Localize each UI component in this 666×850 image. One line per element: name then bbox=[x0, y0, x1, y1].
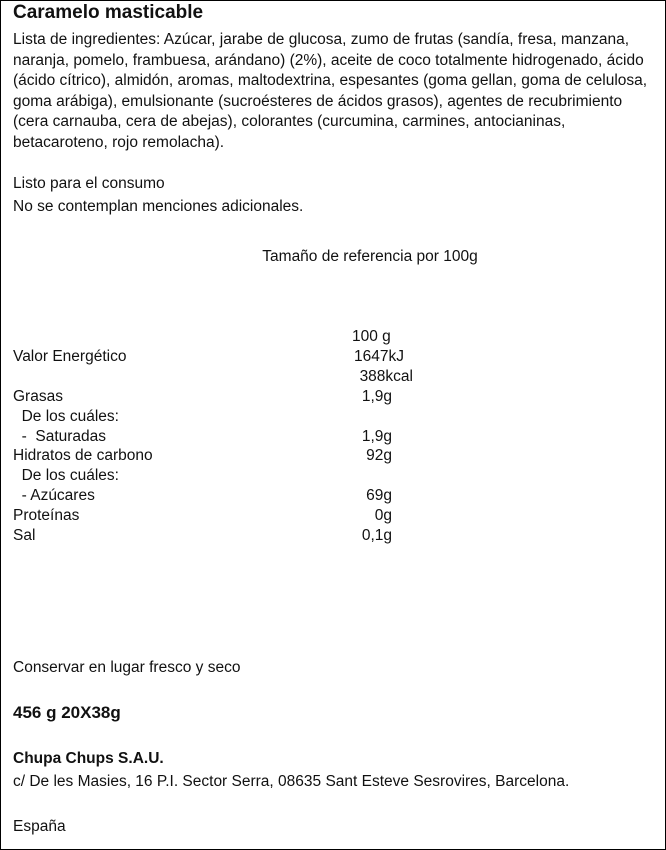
nutrition-value-salt: 0,1g bbox=[361, 527, 392, 544]
column-header-100g: 100 g bbox=[352, 328, 391, 345]
company-name: Chupa Chups S.A.U. bbox=[13, 750, 164, 767]
nutrition-value-protein: 0g bbox=[374, 507, 392, 524]
nutrition-value-fat: 1,9g bbox=[361, 388, 392, 405]
storage-instructions: Conservar en lugar fresco y seco bbox=[13, 659, 241, 676]
nutrition-value-saturates: 1,9g bbox=[361, 428, 392, 445]
nutrition-label-of-which-carbs: De los cuáles: bbox=[13, 467, 119, 484]
nutrition-value-energy-kcal: 388kcal bbox=[359, 368, 413, 385]
nutrition-label-fat: Grasas bbox=[13, 388, 63, 405]
reference-size-header: Tamaño de referencia por 100g bbox=[262, 248, 478, 265]
ingredients-list: Lista de ingredientes: Azúcar, jarabe de glucosa, zumo de frutas (sandía, fresa, manzana, naranja, pomelo, frambuesa, arándano) (2%), aceite de coco totalmente hidrogenado, ácido (ácido cítrico), almidón, aromas, maltodextrina, espesantes (goma gellan, goma de celulosa, goma arábiga), emulsionante (sucroésteres de ácidos grasos), agentes de recubrimiento (cera carnauba, cera de abejas), colorantes (curcumina, carmines, antocianinas, betacaroteno, rojo remolacha). bbox=[13, 31, 648, 151]
nutrition-label-saturates: - Saturadas bbox=[13, 428, 107, 445]
nutrition-label-sugars: - Azúcares bbox=[13, 487, 95, 504]
nutrition-value-energy-kj: 1647kJ bbox=[354, 348, 404, 365]
nutrition-label-of-which-fat: De los cuáles: bbox=[13, 408, 119, 425]
nutrition-value-sugars: 69g bbox=[366, 487, 392, 504]
product-title: Caramelo masticable bbox=[13, 2, 204, 23]
ready-to-eat-text: Listo para el consumo bbox=[13, 175, 165, 192]
additional-mentions-text: No se contemplan menciones adicionales. bbox=[13, 198, 304, 215]
nutrition-label-protein: Proteínas bbox=[13, 507, 80, 524]
nutrition-label-energy: Valor Energético bbox=[13, 348, 127, 365]
net-weight: 456 g 20X38g bbox=[13, 703, 121, 722]
nutrition-value-carbohydrates: 92g bbox=[366, 447, 392, 464]
company-country: España bbox=[13, 818, 66, 835]
company-address: c/ De les Masies, 16 P.I. Sector Serra, 08635 Sant Esteve Sesrovires, Barcelona. bbox=[13, 773, 570, 790]
nutrition-label-salt: Sal bbox=[13, 527, 36, 544]
nutrition-label-carbohydrates: Hidratos de carbono bbox=[13, 447, 153, 464]
